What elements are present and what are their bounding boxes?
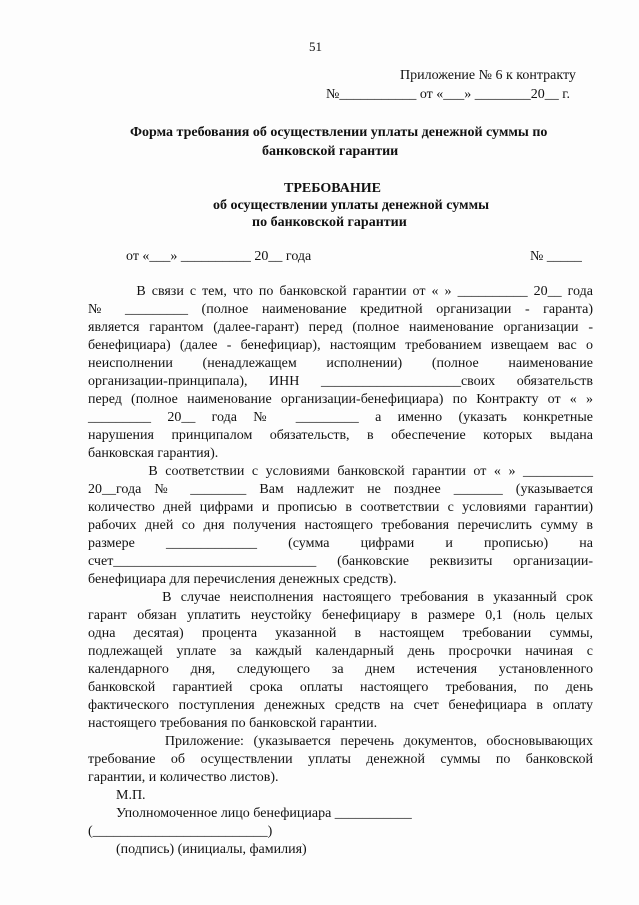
seal-label: М.П.	[88, 788, 146, 803]
body-line: рабочих дней со дня получения настоящего требования перечислить сумму в	[88, 518, 593, 533]
body-line: банковской гарантией срока оплаты настоящего требования, по день	[88, 680, 593, 695]
signature-blank: (_________________________)	[88, 824, 273, 839]
request-date-line: от «___» __________ 20__ года	[126, 249, 312, 264]
body-line: гарант обязан уплатить неустойку бенефициару в размере 0,1 (ноль целых	[88, 608, 593, 623]
appendix-reference: Приложение № 6 к контракту	[400, 68, 576, 83]
body-line: бенефициара) (далее - бенефициар), настоящим требованием извещаем вас о	[88, 338, 593, 353]
body-line: организации-принципала), ИНН ____________________своих обязательств	[88, 374, 593, 389]
authorized-person-line: Уполномоченное лицо бенефициара ___________	[88, 806, 412, 821]
signature-caption: (подпись) (инициалы, фамилия)	[88, 842, 307, 857]
body-line: В связи с тем, что по банковской гарантии от « » __________ 20__ года	[88, 284, 593, 299]
body-line: бенефициара для перечисления денежных средств).	[88, 572, 397, 587]
body-line: перед (полное наименование организации-бенефициара) по Контракту от « »	[88, 392, 593, 407]
body-line: является гарантом (далее-гарант) перед (полное наименование организации -	[88, 320, 593, 335]
document-subtitle-line-2: по банковской гарантии	[252, 215, 407, 230]
form-title-line-2: банковской гарантии	[262, 144, 399, 159]
body-line: календарного дня, следующего за днем истечения установленного	[88, 662, 593, 677]
form-title-line-1: Форма требования об осуществлении уплаты денежной суммы по	[130, 125, 548, 140]
body-line: требование об осуществлении уплаты денежной суммы по банковской	[88, 752, 593, 767]
body-line: размере _____________ (сумма цифрами и прописью) на	[88, 536, 593, 551]
body-line: количество дней цифрами и прописью в соответствии с условиями гарантии)	[88, 500, 593, 515]
body-line: нарушения принципалом обязательств, в обеспечение которых выдана	[88, 428, 593, 443]
body-line: В случае неисполнения настоящего требования в указанный срок	[88, 590, 593, 605]
body-line: счет_____________________________ (банковские реквизиты организации-	[88, 554, 593, 569]
document-subtitle-line-1: об осуществлении уплаты денежной суммы	[213, 198, 490, 213]
body-line: настоящего требования по банковской гарантии.	[88, 716, 378, 731]
request-number-line: № _____	[530, 249, 582, 264]
page-number: 51	[309, 39, 322, 54]
body-line: В соответствии с условиями банковской гарантии от « » __________	[88, 464, 593, 479]
body-line: гарантии, и количество листов).	[88, 770, 279, 785]
body-line: Приложение: (указывается перечень документов, обосновывающих	[88, 734, 593, 749]
body-line: 20__года № ________ Вам надлежит не позднее _______ (указывается	[88, 482, 593, 497]
body-line: одна десятая) процента указанной в настоящем требовании суммы,	[88, 626, 593, 641]
body-line: неисполнении (ненадлежащем исполнении) (полное наименование	[88, 356, 593, 371]
body-line: подлежащей уплате за каждый календарный день просрочки начиная с	[88, 644, 593, 659]
contract-number-line: №___________ от «___» ________20__ г.	[326, 87, 570, 102]
body-line: _________ 20__ года № _________ а именно (указать конкретные	[88, 410, 593, 425]
body-line: фактического поступления денежных средств на счет бенефициара в оплату	[88, 698, 593, 713]
document-title: ТРЕБОВАНИЕ	[284, 181, 381, 196]
body-line: № _________ (полное наименование кредитной организации - гаранта)	[88, 302, 593, 317]
body-line: банковская гарантия).	[88, 446, 219, 461]
